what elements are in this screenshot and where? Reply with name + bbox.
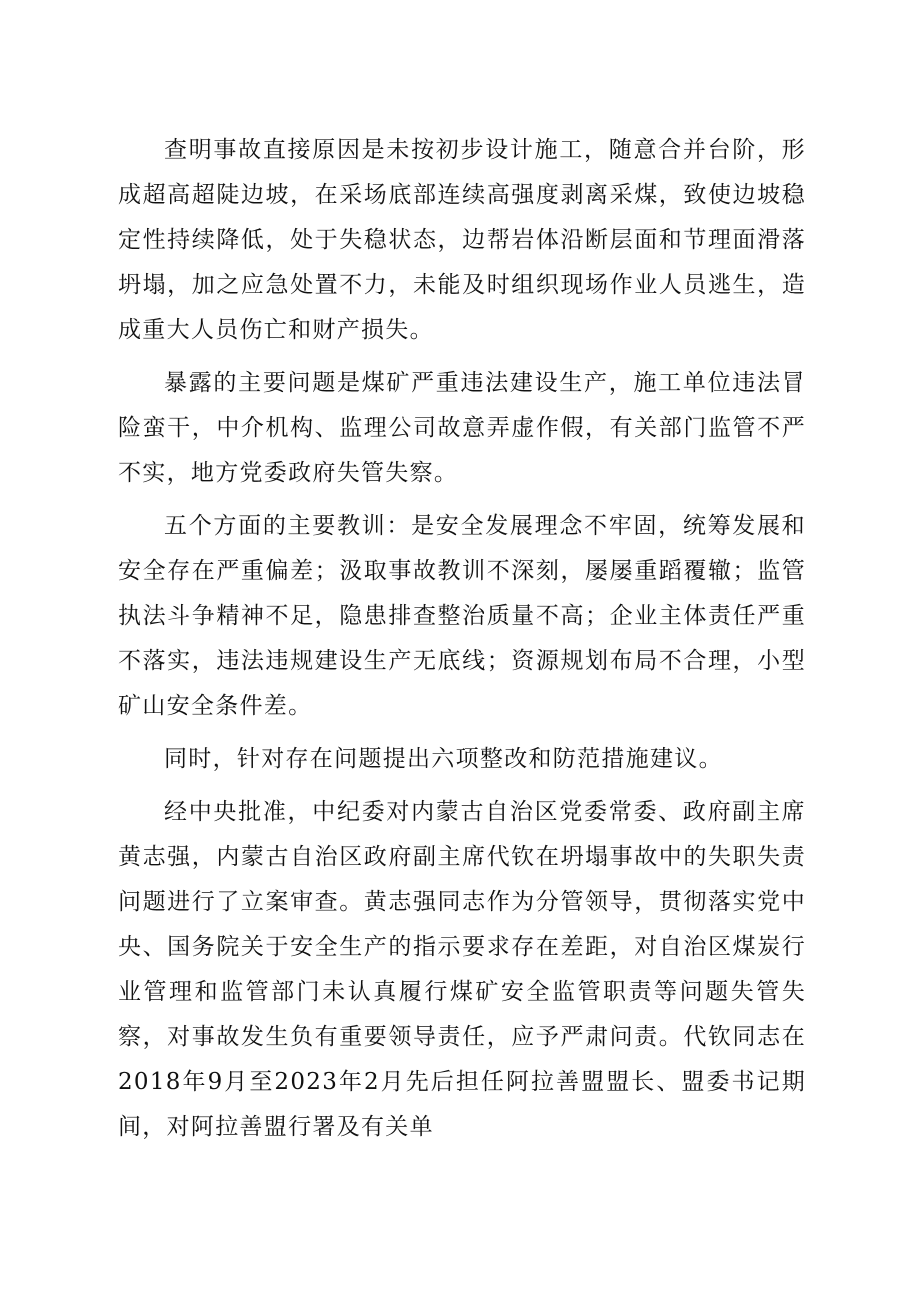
paragraph-six-suggestions: 同时，针对存在问题提出六项整改和防范措施建议。 xyxy=(164,746,723,772)
paragraph-accountability: 经中央批准，中纪委对内蒙古自治区党委常委、政府副主席黄志强，内蒙古自治区政府副主席代钦在坍塌事故中的失职失责问题进行了立案审查。黄志强同志作为分管领导，贯彻落实党中央、国务院关于安全生产的指示要求存在差距，对自治区煤炭行业管理和监管部门未认真履行煤矿安全监管职责等问题失管失察，对事故发生负有重要领导责任，应予严肃问责。代钦同志在2018年9月至2023年2月先后担任阿拉善盟盟长、盟委书记期间，对阿拉善盟行署及有关单 xyxy=(118,799,806,1140)
document-body xyxy=(118,128,806,1158)
paragraph-five-lessons: 五个方面的主要教训：是安全发展理念不牢固，统筹发展和安全存在严重偏差；汲取事故教训不深刻，屡屡重蹈覆辙；监管执法斗争精神不足，隐患排查整治质量不高；企业主体责任严重不落实，违法违规建设生产无底线；资源规划布局不合理，小型矿山安全条件差。 xyxy=(118,513,806,719)
paragraph-accident-cause: 查明事故直接原因是未按初步设计施工，随意合并台阶，形成超高超陡边坡，在采场底部连续高强度剥离采煤，致使边坡稳定性持续降低，处于失稳状态，边帮岩体沿断层面和节理面滑落坍塌，加之应急处置不力，未能及时组织现场作业人员逃生，造成重大人员伤亡和财产损失。 xyxy=(118,137,806,343)
paragraph-exposed-problems: 暴露的主要问题是煤矿严重违法建设生产，施工单位违法冒险蛮干，中介机构、监理公司故意弄虚作假，有关部门监管不严不实，地方党委政府失管失察。 xyxy=(118,370,806,486)
